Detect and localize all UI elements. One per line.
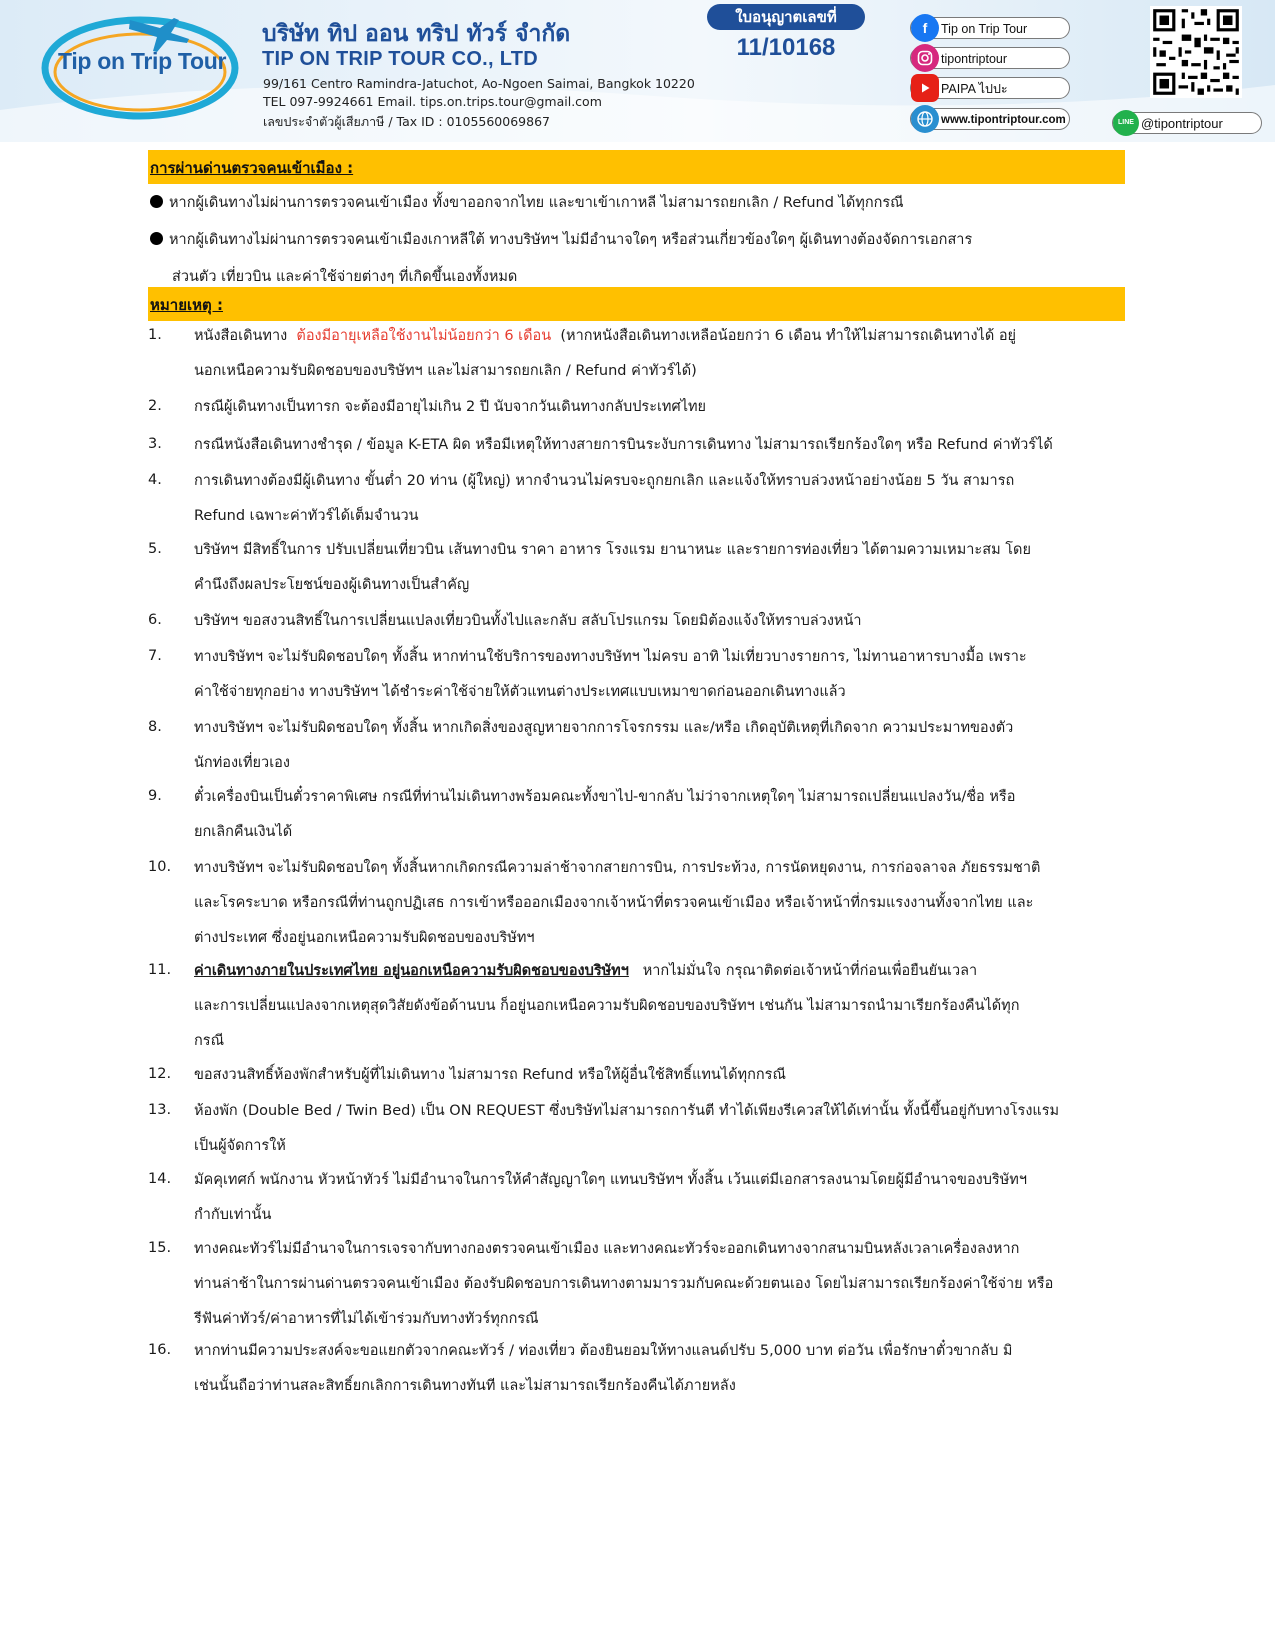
remark-number: 6. bbox=[148, 612, 162, 628]
remark-text: นักท่องเที่ยวเอง bbox=[194, 755, 290, 771]
immigration-title: การผ่านด่านตรวจคนเข้าเมือง : bbox=[150, 159, 354, 177]
instagram-link[interactable] bbox=[910, 47, 1070, 69]
company-tax-id: เลขประจำตัวผู้เสียภาษี / Tax ID : 0105560069867 bbox=[263, 114, 550, 129]
remark-number: 8. bbox=[148, 719, 162, 735]
remark-text: ทางบริษัทฯ จะไม่รับผิดชอบใดๆ ทั้งสิ้น หากเกิดสิ่งของสูญหายจากการโจรกรรม และ/หรือ เกิดอุบัติเหตุที่เกิดจาก ความประมาทของตัว bbox=[194, 720, 1014, 736]
remark-number: 7. bbox=[148, 648, 162, 664]
line-link[interactable] bbox=[1112, 112, 1262, 134]
remark-item bbox=[194, 464, 1125, 534]
remark-item bbox=[194, 1232, 1125, 1337]
youtube-icon bbox=[911, 74, 939, 102]
remark-number: 14. bbox=[148, 1171, 172, 1187]
website-link[interactable] bbox=[910, 108, 1070, 130]
remark-text: Refund เฉพาะค่าทัวร์ได้เต็มจำนวน bbox=[194, 508, 419, 524]
remark-text: หากไม่มั่นใจ กรุณาติดต่อเจ้าหน้าที่ก่อนเพื่อยืนยันเวลา bbox=[642, 963, 978, 979]
remark-text: นอกเหนือความรับผิดชอบของบริษัทฯ และไม่สามารถยกเลิก / Refund ค่าทัวร์ได้) bbox=[194, 363, 697, 379]
remark-text: เช่นนั้นถือว่าท่านสละสิทธิ์ยกเลิกการเดินทางทันที และไม่สามารถเรียกร้องคืนได้ภายหลัง bbox=[194, 1378, 736, 1394]
facebook-link[interactable] bbox=[910, 17, 1070, 39]
remark-text: บริษัทฯ ขอสงวนสิทธิ์ในการเปลี่ยนแปลงเที่ยวบินทั้งไปและกลับ สลับโปรแกรม โดยมิต้องแจ้งให้ทราบล่วงหน้า bbox=[194, 613, 862, 629]
immigration-bullet-1 bbox=[150, 191, 904, 214]
remark-number: 5. bbox=[148, 541, 162, 557]
youtube-link[interactable] bbox=[910, 77, 1070, 99]
remark-text: การเดินทางต้องมีผู้เดินทาง ขั้นต่ำ 20 ท่าน (ผู้ใหญ่) หากจำนวนไม่ครบจะถูกยกเลิก และแจ้งให้ทราบล่วงหน้าอย่างน้อย 5 วัน สามารถ bbox=[194, 473, 1015, 489]
remark-item bbox=[194, 1163, 1125, 1233]
line-label: @tipontriptour bbox=[1141, 116, 1223, 131]
remarks-header bbox=[148, 287, 1125, 321]
remark-text: และโรคระบาด หรือกรณีที่ท่านถูกปฏิเสธ การเข้าหรือออกเมืองจากเจ้าหน้าที่ตรวจคนเข้าเมือง หรือเจ้าหน้าที่กรมแรงงานทั้งจากไทย และ bbox=[194, 895, 1034, 911]
license-label: ใบอนุญาตเลขที่ bbox=[707, 4, 865, 30]
qr-code bbox=[1150, 6, 1242, 98]
remark-item bbox=[194, 533, 1125, 603]
remark-text: บริษัทฯ มีสิทธิ์ในการ ปรับเปลี่ยนเที่ยวบิน เส้นทางบิน ราคา อาหาร โรงแรม ยานาหนะ และรายการท่องเที่ยว ได้ตามความเหมาะสม โดย bbox=[194, 542, 1031, 558]
remark-item bbox=[194, 851, 1125, 956]
bullet-text: หากผู้เดินทางไม่ผ่านการตรวจคนเข้าเมืองเกาหลีใต้ ทางบริษัทฯ ไม่มีอำนาจใดๆ หรือส่วนเกี่ยวข้องใดๆ ผู้เดินทางต้องจัดการเอกสาร bbox=[169, 232, 973, 248]
remark-text: มัคคุเทศก์ พนักงาน หัวหน้าทัวร์ ไม่มีอำนาจในการให้คำสัญญาใดๆ แทนบริษัทฯ ทั้งสิ้น เว้นแต่มีเอกสารลงนามโดยผู้มีอำนาจของบริษัทฯ bbox=[194, 1172, 1027, 1188]
youtube-label: PAIPA ไปปะ bbox=[941, 82, 1008, 96]
remarks-title: หมายเหตุ : bbox=[150, 296, 223, 314]
remark-item bbox=[194, 954, 1125, 1059]
remark-text: กรณี bbox=[194, 1033, 225, 1049]
instagram-icon bbox=[911, 44, 939, 72]
immigration-header bbox=[148, 150, 1125, 184]
remark-text: (หากหนังสือเดินทางเหลือน้อยกว่า 6 เดือน ทำให้ไม่สามารถเดินทางได้ อยู่ bbox=[560, 328, 1017, 344]
letterhead bbox=[0, 0, 1275, 142]
remark-item bbox=[194, 604, 1125, 639]
remark-text: กรณีหนังสือเดินทางชำรุด / ข้อมูล K-ETA ผิด หรือมีเหตุให้ทางสายการบินระงับการเดินทาง ไม่สามารถเรียกร้องใดๆ หรือ Refund ค่าทัวร์ได้ bbox=[194, 437, 1053, 453]
website-label: www.tipontriptour.com bbox=[941, 114, 1066, 126]
remark-text: ค่าใช้จ่ายทุกอย่าง ทางบริษัทฯ ได้ชำระค่าใช้จ่ายให้ตัวแทนต่างประเทศแบบเหมาขาดก่อนออกเดินทางแล้ว bbox=[194, 684, 846, 700]
domestic-travel-highlight: ค่าเดินทางภายในประเทศไทย อยู่นอกเหนือความรับผิดชอบของบริษัทฯ bbox=[194, 963, 629, 979]
company-address: 99/161 Centro Ramindra-Jatuchot, Ao-Ngoen Saimai, Bangkok 10220 bbox=[263, 76, 695, 91]
license-number: 11/10168 bbox=[736, 34, 836, 61]
bullet-dot-icon bbox=[150, 195, 163, 208]
remark-text: กรณีผู้เดินทางเป็นทารก จะต้องมีอายุไม่เกิน 2 ปี นับจากวันเดินทางกลับประเทศไทย bbox=[194, 399, 707, 415]
bullet-text: หากผู้เดินทางไม่ผ่านการตรวจคนเข้าเมือง ทั้งขาออกจากไทย และขาเข้าเกาหลี ไม่สามารถยกเลิก / Refund ได้ทุกกรณี bbox=[169, 195, 904, 211]
remark-text: ห้องพัก (Double Bed / Twin Bed) เป็น ON REQUEST ซึ่งบริษัทไม่สามารถการันตี ทำได้เพียงรีเควสให้ได้เท่านั้น ทั้งนี้ขึ้นอยู่กับทางโรงแรม bbox=[194, 1103, 1060, 1119]
remark-text: รีฟันค่าทัวร์/ค่าอาหารที่ไม่ได้เข้าร่วมกับทางทัวร์ทุกกรณี bbox=[194, 1311, 539, 1327]
remark-item bbox=[194, 1334, 1125, 1404]
remark-item bbox=[194, 1058, 1125, 1093]
immigration-bullet-2-cont: ส่วนตัว เที่ยวบิน และค่าใช้จ่ายต่างๆ ที่เกิดขึ้นเองทั้งหมด bbox=[172, 269, 518, 285]
bullet-dot-icon bbox=[150, 232, 163, 245]
remark-text: กำกับเท่านั้น bbox=[194, 1207, 272, 1223]
company-name-english: TIP ON TRIP TOUR CO., LTD bbox=[262, 48, 539, 70]
company-contact: TEL 097-9924661 Email. tips.on.trips.tour@gmail.com bbox=[263, 94, 602, 109]
remark-item bbox=[194, 390, 1125, 425]
remark-text: ทางคณะทัวร์ไม่มีอำนาจในการเจรจากับทางกองตรวจคนเข้าเมือง และทางคณะทัวร์จะออกเดินทางจากสนามบินหลังเวลาเครื่องลงหาก bbox=[194, 1241, 1020, 1257]
remark-number: 11. bbox=[148, 962, 172, 978]
company-name-thai: บริษัท ทิป ออน ทริป ทัวร์ จำกัด bbox=[262, 21, 571, 47]
remark-item bbox=[194, 428, 1125, 463]
remark-text: ขอสงวนสิทธิ์ห้องพักสำหรับผู้ที่ไม่เดินทาง ไม่สามารถ Refund หรือให้ผู้อื่นใช้สิทธิ์แทนได้ทุกกรณี bbox=[194, 1067, 786, 1083]
remark-text: ทางบริษัทฯ จะไม่รับผิดชอบใดๆ ทั้งสิ้นหากเกิดกรณีความล่าช้าจากสายการบิน, การประท้วง, การนัดหยุดงาน, การก่อจลาจล ภัยธรรมชาติ bbox=[194, 860, 1041, 876]
remark-item bbox=[194, 1094, 1125, 1164]
remark-text: ยกเลิกคืนเงินได้ bbox=[194, 824, 293, 840]
instagram-label: tipontriptour bbox=[941, 52, 1008, 66]
remark-text: หนังสือเดินทาง bbox=[194, 328, 288, 344]
globe-icon bbox=[911, 105, 939, 133]
facebook-label: Tip on Trip Tour bbox=[941, 22, 1028, 36]
remark-text: ต่างประเทศ ซึ่งอยู่นอกเหนือความรับผิดชอบของบริษัทฯ bbox=[194, 930, 535, 946]
passport-validity-highlight: ต้องมีอายุเหลือใช้งานไม่น้อยกว่า 6 เดือน bbox=[296, 328, 552, 344]
remark-item bbox=[194, 640, 1125, 710]
remark-item bbox=[194, 319, 1125, 389]
remark-text: คำนึงถึงผลประโยชน์ของผู้เดินทางเป็นสำคัญ bbox=[194, 577, 470, 593]
remark-item bbox=[194, 711, 1125, 781]
facebook-icon: f bbox=[911, 14, 939, 42]
line-icon: LINE bbox=[1113, 110, 1139, 136]
remark-number: 13. bbox=[148, 1102, 172, 1118]
remark-text: ตั๋วเครื่องบินเป็นตั๋วราคาพิเศษ กรณีที่ท่านไม่เดินทางพร้อมคณะทั้งขาไป-ขากลับ ไม่ว่าจากเหตุใดๆ ไม่สามารถเปลี่ยนแปลงวัน/ชื่อ หรือ bbox=[194, 789, 1016, 805]
remark-number: 15. bbox=[148, 1240, 172, 1256]
remark-text: และการเปลี่ยนแปลงจากเหตุสุดวิสัยดังข้อด้านบน ก็อยู่นอกเหนือความรับผิดชอบของบริษัทฯ เช่นกัน ไม่สามารถนำมาเรียกร้องคืนได้ทุก bbox=[194, 998, 1020, 1014]
remark-text: ทางบริษัทฯ จะไม่รับผิดชอบใดๆ ทั้งสิ้น หากท่านใช้บริการของทางบริษัทฯ ไม่ครบ อาทิ ไม่เที่ยวบางรายการ, ไม่ทานอาหารบางมื้อ เพราะ bbox=[194, 649, 1027, 665]
remark-number: 4. bbox=[148, 472, 162, 488]
remark-number: 12. bbox=[148, 1066, 172, 1082]
remark-item bbox=[194, 780, 1125, 850]
remark-text: หากท่านมีความประสงค์จะขอแยกตัวจากคณะทัวร์ / ท่องเที่ยว ต้องยินยอมให้ทางแลนด์ปรับ 5,000 บาท ต่อวัน เพื่อรักษาตั๋วขากลับ มิ bbox=[194, 1343, 1013, 1359]
remark-number: 10. bbox=[148, 859, 172, 875]
immigration-bullet-2 bbox=[150, 228, 972, 251]
remark-number: 1. bbox=[148, 327, 162, 343]
logo-wordmark: Tip on Trip Tour bbox=[58, 48, 227, 74]
remark-number: 9. bbox=[148, 788, 162, 804]
remark-text: เป็นผู้จัดการให้ bbox=[194, 1138, 286, 1154]
remark-number: 3. bbox=[148, 436, 162, 452]
remark-number: 16. bbox=[148, 1342, 172, 1358]
remark-number: 2. bbox=[148, 398, 162, 414]
remark-text: ท่านล่าช้าในการผ่านด่านตรวจคนเข้าเมือง ต้องรับผิดชอบการเดินทางตามมารวมกับคณะด้วยตนเอง โดยไม่สามารถเรียกร้องค่าใช้จ่าย หรือ bbox=[194, 1276, 1054, 1292]
